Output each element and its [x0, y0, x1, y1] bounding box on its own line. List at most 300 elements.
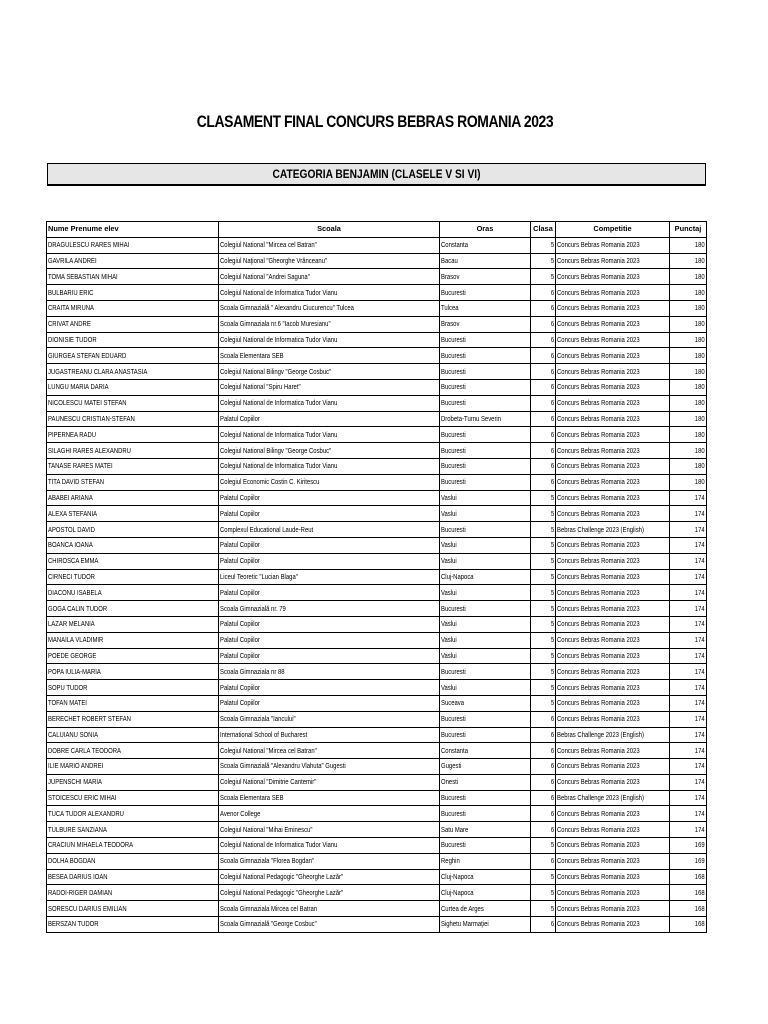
competition-text: Concurs Bebras Romania 2023: [557, 587, 640, 597]
grade-text: 6: [550, 382, 554, 392]
score-cell: [670, 917, 707, 933]
competition-text: Concurs Bebras Romania 2023: [557, 240, 640, 250]
grade-text: 5: [550, 650, 554, 660]
city-text: Onesti: [441, 777, 459, 787]
student-name-text: TUCA TUDOR ALEXANDRU: [48, 808, 124, 818]
grade-cell: [531, 664, 556, 680]
score-cell: [670, 901, 707, 917]
grade-text: 5: [550, 255, 554, 265]
score-cell: [670, 759, 707, 775]
score-cell: [670, 522, 707, 538]
student-name-text: DIONISIE TUDOR: [48, 334, 97, 344]
table-row: [47, 379, 707, 395]
grade-cell: [531, 806, 556, 822]
score-text: 174: [695, 587, 705, 597]
student-name-cell: [47, 790, 219, 806]
grade-text: 6: [550, 745, 554, 755]
competition-text: Bebras Challenge 2023 (English): [557, 793, 644, 803]
table-header-row: [47, 222, 707, 238]
student-name-cell: [47, 253, 219, 269]
city-cell: [440, 727, 531, 743]
school-text: Scoala Gimnaziala "Iancului": [220, 714, 296, 724]
grade-cell: [531, 727, 556, 743]
grade-text: 5: [550, 492, 554, 502]
student-name-text: ABABEI ARIANA: [48, 492, 93, 502]
school-text: Colegiul National Bilingv "George Cosbuc": [220, 366, 332, 376]
city-text: Vaslui: [441, 650, 457, 660]
school-text: Scoala Gimnazială nr. 79: [220, 603, 286, 613]
table-row: [47, 885, 707, 901]
city-cell: [440, 585, 531, 601]
grade-text: 6: [550, 334, 554, 344]
city-cell: [440, 711, 531, 727]
school-text: Avenor College: [220, 808, 261, 818]
school-text: Palatul Copiilor: [220, 413, 260, 423]
score-text: 180: [695, 398, 705, 408]
table-row: [47, 269, 707, 285]
student-name-text: CRACIUN MIHAELA TEODORA: [48, 840, 134, 850]
student-name-text: CRAITA MIRUNA: [48, 303, 94, 313]
grade-text: 6: [550, 398, 554, 408]
competition-cell: [556, 490, 670, 506]
grade-cell: [531, 474, 556, 490]
score-cell: [670, 616, 707, 632]
school-text: Colegiul National Bilingv "George Cosbuc": [220, 445, 332, 455]
city-text: Vaslui: [441, 619, 457, 629]
city-text: Cluj-Napoca: [441, 571, 474, 581]
grade-cell: [531, 790, 556, 806]
competition-text: Concurs Bebras Romania 2023: [557, 745, 640, 755]
school-text: Scoala Gimnazială "Alexandru Vlahuta" Gugesti: [220, 761, 346, 771]
table-row: [47, 474, 707, 490]
student-name-text: SOPU TUDOR: [48, 682, 88, 692]
grade-cell: [531, 427, 556, 443]
city-cell: [440, 474, 531, 490]
grade-cell: [531, 253, 556, 269]
school-cell: [219, 458, 440, 474]
competition-cell: [556, 885, 670, 901]
school-text: Colegiul National "Mihai Eminescu": [220, 824, 313, 834]
student-name-cell: [47, 822, 219, 838]
school-cell: [219, 869, 440, 885]
score-text: 174: [695, 698, 705, 708]
city-text: Tulcea: [441, 303, 459, 313]
grade-cell: [531, 822, 556, 838]
city-cell: [440, 632, 531, 648]
grade-cell: [531, 648, 556, 664]
school-cell: [219, 395, 440, 411]
competition-text: Concurs Bebras Romania 2023: [557, 808, 640, 818]
grade-text: 5: [550, 698, 554, 708]
score-text: 174: [695, 666, 705, 676]
city-text: Vaslui: [441, 540, 457, 550]
competition-text: Concurs Bebras Romania 2023: [557, 540, 640, 550]
table-row: [47, 553, 707, 569]
score-cell: [670, 395, 707, 411]
grade-text: 6: [550, 477, 554, 487]
grade-text: 6: [550, 919, 554, 929]
student-name-cell: [47, 917, 219, 933]
grade-text: 5: [550, 619, 554, 629]
student-name-cell: [47, 838, 219, 854]
city-cell: [440, 553, 531, 569]
city-text: Constanta: [441, 240, 469, 250]
score-cell: [670, 253, 707, 269]
city-cell: [440, 822, 531, 838]
city-cell: [440, 616, 531, 632]
school-cell: [219, 285, 440, 301]
competition-cell: [556, 759, 670, 775]
grade-cell: [531, 585, 556, 601]
student-name-cell: [47, 285, 219, 301]
school-cell: [219, 316, 440, 332]
grade-cell: [531, 395, 556, 411]
school-text: Scoala Elementara SEB: [220, 793, 284, 803]
score-cell: [670, 458, 707, 474]
school-cell: [219, 490, 440, 506]
school-text: Complexul Educational Laude-Reut: [220, 524, 314, 534]
city-text: Bucuresti: [441, 398, 466, 408]
score-cell: [670, 806, 707, 822]
score-cell: [670, 411, 707, 427]
score-cell: [670, 427, 707, 443]
student-name-text: PIPERNEA RADU: [48, 429, 97, 439]
table-row: [47, 838, 707, 854]
competition-cell: [556, 443, 670, 459]
competition-cell: [556, 395, 670, 411]
page-title: CLASAMENT FINAL CONCURS BEBRAS ROMANIA 2023: [196, 112, 554, 131]
competition-cell: [556, 569, 670, 585]
competition-text: Concurs Bebras Romania 2023: [557, 856, 640, 866]
student-name-cell: [47, 316, 219, 332]
student-name-text: LUNGU MARIA DARIA: [48, 382, 109, 392]
score-text: 180: [695, 413, 705, 423]
grade-text: 5: [550, 666, 554, 676]
student-name-cell: [47, 569, 219, 585]
student-name-cell: [47, 458, 219, 474]
score-cell: [670, 727, 707, 743]
grade-cell: [531, 237, 556, 253]
score-cell: [670, 285, 707, 301]
student-name-text: ILIE MARIO ANDREI: [48, 761, 104, 771]
score-cell: [670, 632, 707, 648]
student-name-text: NICOLESCU MATEI STEFAN: [48, 398, 127, 408]
score-text: 174: [695, 824, 705, 834]
city-text: Brasov: [441, 271, 460, 281]
competition-text: Concurs Bebras Romania 2023: [557, 477, 640, 487]
student-name-cell: [47, 695, 219, 711]
city-cell: [440, 427, 531, 443]
school-text: Palatul Copiilor: [220, 540, 260, 550]
grade-cell: [531, 601, 556, 617]
table-row: [47, 569, 707, 585]
city-cell: [440, 379, 531, 395]
city-cell: [440, 316, 531, 332]
student-name-text: DOBRE CARLA TEODORA: [48, 745, 121, 755]
school-cell: [219, 585, 440, 601]
score-cell: [670, 506, 707, 522]
city-cell: [440, 285, 531, 301]
table-row: [47, 774, 707, 790]
school-text: Colegiul National de Informatica Tudor Vianu: [220, 840, 338, 850]
competition-text: Concurs Bebras Romania 2023: [557, 445, 640, 455]
school-text: Colegiul National de Informatica Tudor Vianu: [220, 334, 338, 344]
table-row: [47, 869, 707, 885]
table-row: [47, 853, 707, 869]
student-name-text: BULBARIU ERIC: [48, 287, 94, 297]
competition-text: Concurs Bebras Romania 2023: [557, 319, 640, 329]
score-text: 180: [695, 461, 705, 471]
city-cell: [440, 648, 531, 664]
competition-text: Concurs Bebras Romania 2023: [557, 398, 640, 408]
competition-cell: [556, 553, 670, 569]
score-cell: [670, 885, 707, 901]
city-cell: [440, 759, 531, 775]
student-name-cell: [47, 601, 219, 617]
city-text: Brasov: [441, 319, 460, 329]
student-name-text: GIURGEA STEFAN EDUARD: [48, 350, 127, 360]
table-row: [47, 285, 707, 301]
table-row: [47, 822, 707, 838]
competition-text: Concurs Bebras Romania 2023: [557, 556, 640, 566]
grade-cell: [531, 616, 556, 632]
student-name-text: BESEA DARIUS IOAN: [48, 872, 108, 882]
score-cell: [670, 269, 707, 285]
student-name-cell: [47, 237, 219, 253]
school-text: Scoala Gimnaziala nr 88: [220, 666, 285, 676]
city-text: Bucuresti: [441, 350, 466, 360]
competition-cell: [556, 853, 670, 869]
score-text: 174: [695, 729, 705, 739]
student-name-cell: [47, 869, 219, 885]
score-cell: [670, 348, 707, 364]
score-text: 168: [695, 919, 705, 929]
city-cell: [440, 522, 531, 538]
school-text: Scoala Gimnazială " Alexandru Ciucurencu" Tulcea: [220, 303, 354, 313]
score-text: 174: [695, 761, 705, 771]
score-text: 180: [695, 350, 705, 360]
student-name-text: CHIROSCA EMMA: [48, 556, 99, 566]
score-text: 180: [695, 477, 705, 487]
score-text: 174: [695, 777, 705, 787]
school-cell: [219, 300, 440, 316]
grade-cell: [531, 553, 556, 569]
student-name-cell: [47, 411, 219, 427]
school-cell: [219, 553, 440, 569]
table-row: [47, 695, 707, 711]
city-text: Bucuresti: [441, 429, 466, 439]
city-cell: [440, 490, 531, 506]
score-text: 174: [695, 556, 705, 566]
table-row: [47, 917, 707, 933]
score-cell: [670, 316, 707, 332]
school-text: Colegiul Naţional "Gheorghe Vrănceanu": [220, 255, 328, 265]
school-text: Scoala Gimnazială "George Cosbuc": [220, 919, 317, 929]
school-cell: [219, 237, 440, 253]
competition-text: Concurs Bebras Romania 2023: [557, 903, 640, 913]
score-cell: [670, 237, 707, 253]
grade-text: 6: [550, 714, 554, 724]
city-text: Vaslui: [441, 556, 457, 566]
city-text: Sighetu Marmaţiei: [441, 919, 489, 929]
city-cell: [440, 443, 531, 459]
city-text: Bucuresti: [441, 808, 466, 818]
grade-text: 5: [550, 635, 554, 645]
score-text: 168: [695, 903, 705, 913]
table-row: [47, 727, 707, 743]
score-cell: [670, 379, 707, 395]
city-text: Bucuresti: [441, 714, 466, 724]
grade-text: 6: [550, 461, 554, 471]
school-text: Colegiul National de Informatica Tudor Vianu: [220, 398, 338, 408]
competition-cell: [556, 411, 670, 427]
score-cell: [670, 790, 707, 806]
school-cell: [219, 601, 440, 617]
school-cell: [219, 759, 440, 775]
column-header-city: Oras: [440, 222, 531, 238]
city-cell: [440, 364, 531, 380]
competition-cell: [556, 680, 670, 696]
student-name-cell: [47, 616, 219, 632]
score-cell: [670, 537, 707, 553]
table-row: [47, 522, 707, 538]
grade-cell: [531, 269, 556, 285]
school-cell: [219, 885, 440, 901]
score-text: 174: [695, 603, 705, 613]
student-name-cell: [47, 711, 219, 727]
city-text: Vaslui: [441, 508, 457, 518]
school-cell: [219, 506, 440, 522]
competition-cell: [556, 537, 670, 553]
student-name-text: TOFAN MATEI: [48, 698, 87, 708]
student-name-text: CIRNECI TUDOR: [48, 571, 95, 581]
competition-cell: [556, 917, 670, 933]
table-row: [47, 759, 707, 775]
competition-text: Concurs Bebras Romania 2023: [557, 366, 640, 376]
competition-text: Concurs Bebras Romania 2023: [557, 413, 640, 423]
competition-cell: [556, 364, 670, 380]
student-name-cell: [47, 537, 219, 553]
competition-text: Concurs Bebras Romania 2023: [557, 682, 640, 692]
competition-cell: [556, 695, 670, 711]
column-header-name: Nume Prenume elev: [47, 222, 219, 238]
student-name-text: STOICESCU ERIC MIHAI: [48, 793, 117, 803]
competition-text: Concurs Bebras Romania 2023: [557, 429, 640, 439]
city-cell: [440, 664, 531, 680]
score-cell: [670, 838, 707, 854]
score-text: 169: [695, 840, 705, 850]
grade-cell: [531, 695, 556, 711]
competition-cell: [556, 664, 670, 680]
city-cell: [440, 869, 531, 885]
city-text: Suceava: [441, 698, 465, 708]
grade-text: 5: [550, 271, 554, 281]
table-row: [47, 616, 707, 632]
school-cell: [219, 901, 440, 917]
score-text: 174: [695, 571, 705, 581]
city-text: Vaslui: [441, 682, 457, 692]
student-name-text: RADOI-RIGER DAMIAN: [48, 887, 113, 897]
competition-text: Concurs Bebras Romania 2023: [557, 714, 640, 724]
competition-cell: [556, 237, 670, 253]
school-text: Scoala Gimnaziala nr.6 "Iacob Muresianu": [220, 319, 331, 329]
table-row: [47, 411, 707, 427]
school-cell: [219, 269, 440, 285]
city-text: Gugesti: [441, 761, 462, 771]
competition-cell: [556, 316, 670, 332]
score-cell: [670, 680, 707, 696]
competition-cell: [556, 506, 670, 522]
competition-cell: [556, 585, 670, 601]
city-cell: [440, 300, 531, 316]
city-text: Bucuresti: [441, 603, 466, 613]
city-cell: [440, 458, 531, 474]
table-row: [47, 348, 707, 364]
competition-text: Concurs Bebras Romania 2023: [557, 382, 640, 392]
table-row: [47, 711, 707, 727]
school-text: Liceul Teoretic "Lucian Blaga": [220, 571, 298, 581]
grade-cell: [531, 632, 556, 648]
school-cell: [219, 253, 440, 269]
score-text: 174: [695, 714, 705, 724]
grade-cell: [531, 411, 556, 427]
score-cell: [670, 553, 707, 569]
city-text: Bucuresti: [441, 461, 466, 471]
score-cell: [670, 364, 707, 380]
city-text: Vaslui: [441, 587, 457, 597]
school-cell: [219, 443, 440, 459]
competition-cell: [556, 822, 670, 838]
score-cell: [670, 490, 707, 506]
city-cell: [440, 348, 531, 364]
competition-cell: [556, 727, 670, 743]
competition-text: Concurs Bebras Romania 2023: [557, 919, 640, 929]
student-name-cell: [47, 853, 219, 869]
grade-cell: [531, 300, 556, 316]
grade-text: 5: [550, 240, 554, 250]
competition-cell: [556, 790, 670, 806]
school-text: International School of Bucharest: [220, 729, 308, 739]
student-name-cell: [47, 901, 219, 917]
competition-text: Concurs Bebras Romania 2023: [557, 698, 640, 708]
grade-cell: [531, 774, 556, 790]
city-cell: [440, 537, 531, 553]
grade-cell: [531, 458, 556, 474]
score-text: 180: [695, 382, 705, 392]
city-text: Curtea de Arges: [441, 903, 484, 913]
competition-cell: [556, 806, 670, 822]
competition-text: Concurs Bebras Romania 2023: [557, 887, 640, 897]
city-text: Bacau: [441, 255, 458, 265]
score-text: 180: [695, 366, 705, 376]
city-cell: [440, 885, 531, 901]
grade-text: 5: [550, 903, 554, 913]
school-cell: [219, 379, 440, 395]
competition-text: Concurs Bebras Romania 2023: [557, 872, 640, 882]
competition-text: Concurs Bebras Romania 2023: [557, 287, 640, 297]
competition-cell: [556, 711, 670, 727]
grade-text: 6: [550, 808, 554, 818]
category-banner: [47, 163, 706, 186]
student-name-cell: [47, 664, 219, 680]
competition-text: Concurs Bebras Romania 2023: [557, 840, 640, 850]
score-cell: [670, 648, 707, 664]
category-title: CATEGORIA BENJAMIN (CLASELE V SI VI): [272, 167, 481, 181]
school-cell: [219, 806, 440, 822]
score-cell: [670, 695, 707, 711]
competition-cell: [556, 285, 670, 301]
score-cell: [670, 711, 707, 727]
